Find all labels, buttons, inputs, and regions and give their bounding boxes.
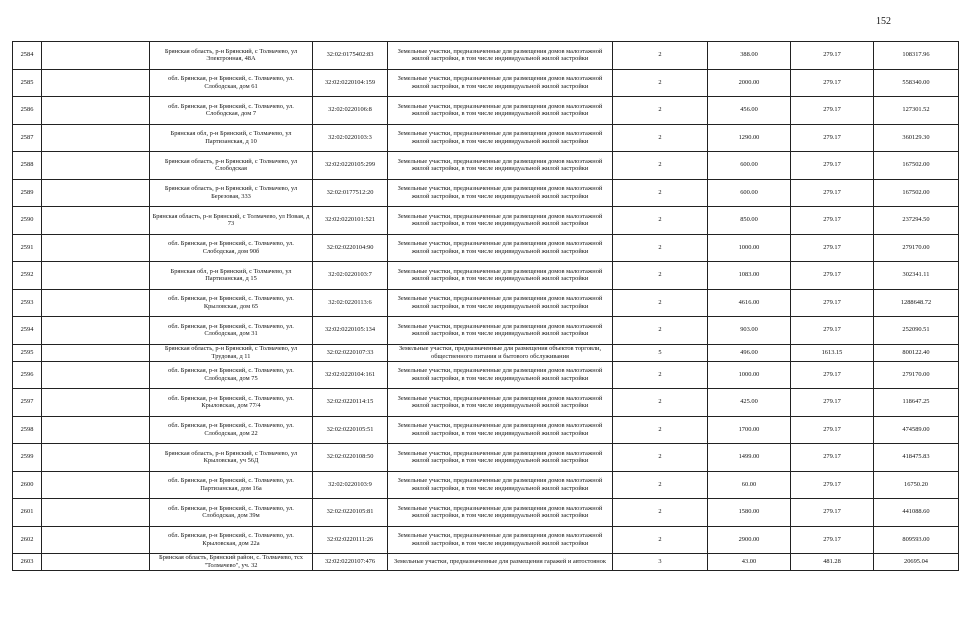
cadastral-number-cell: 32:02:0220105:51 bbox=[313, 416, 388, 444]
cadastral-value-cell: 418475.83 bbox=[874, 444, 959, 472]
specific-value-cell: 279.17 bbox=[791, 416, 874, 444]
use-group-cell: 2 bbox=[613, 234, 708, 262]
table-row bbox=[13, 526, 959, 554]
blank-cell bbox=[42, 361, 150, 389]
address-cell: Брянская область, р-н Брянский, с Толмачево, ул Крыловская, уч 56Д bbox=[150, 444, 313, 472]
address-cell: обл. Брянская, р-н Брянский, с. Толмачево, ул. Слободская, дом 39м bbox=[150, 499, 313, 527]
table-row bbox=[13, 42, 959, 70]
address-cell: обл. Брянская, р-н Брянский, с. Толмачево, ул. Крыловская, дом 77/4 bbox=[150, 389, 313, 417]
address-cell: обл. Брянская, р-н Брянский, с. Толмачево, ул. Партизанская, дом 16а bbox=[150, 471, 313, 499]
row-number-cell: 2585 bbox=[13, 69, 42, 97]
land-use-cell: Земельные участки, предназначенные для размещения домов малоэтажной жилой застройки, в том числе индивидуальной жилой застройки bbox=[388, 124, 613, 152]
specific-value-cell: 279.17 bbox=[791, 526, 874, 554]
row-number-cell: 2603 bbox=[13, 554, 42, 571]
use-group-cell: 2 bbox=[613, 97, 708, 125]
cadastral-number-cell: 32:02:0220105:299 bbox=[313, 152, 388, 180]
address-cell: обл. Брянская, р-н Брянский, с. Толмачево, ул. Слободская, дом 75 bbox=[150, 361, 313, 389]
use-group-cell: 2 bbox=[613, 289, 708, 317]
cadastral-number-cell: 32:02:0220114:15 bbox=[313, 389, 388, 417]
specific-value-cell: 279.17 bbox=[791, 234, 874, 262]
use-group-cell: 2 bbox=[613, 499, 708, 527]
land-use-cell: Земельные участки, предназначенные для размещения домов малоэтажной жилой застройки, в том числе индивидуальной жилой застройки bbox=[388, 317, 613, 345]
land-use-cell: Земельные участки, предназначенные для размещения домов малоэтажной жилой застройки, в том числе индивидуальной жилой застройки bbox=[388, 471, 613, 499]
cadastral-value-cell: 127301.52 bbox=[874, 97, 959, 125]
cadastral-number-cell: 32:02:0220105:134 bbox=[313, 317, 388, 345]
use-group-cell: 3 bbox=[613, 554, 708, 571]
area-cell: 903.00 bbox=[708, 317, 791, 345]
land-use-cell: Земельные участки, предназначенные для размещения гаражей и автостоянок bbox=[388, 554, 613, 571]
row-number-cell: 2597 bbox=[13, 389, 42, 417]
specific-value-cell: 279.17 bbox=[791, 42, 874, 70]
page-number: 152 bbox=[876, 16, 891, 27]
blank-cell bbox=[42, 262, 150, 290]
address-cell: обл. Брянская, р-н Брянский, с. Толмачево, ул. Слободская, дом 31 bbox=[150, 317, 313, 345]
use-group-cell: 2 bbox=[613, 416, 708, 444]
specific-value-cell: 279.17 bbox=[791, 152, 874, 180]
area-cell: 600.00 bbox=[708, 152, 791, 180]
specific-value-cell: 1613.15 bbox=[791, 344, 874, 361]
cadastral-value-cell: 1288648.72 bbox=[874, 289, 959, 317]
blank-cell bbox=[42, 471, 150, 499]
cadastral-number-cell: 32:02:0220107:33 bbox=[313, 344, 388, 361]
row-number-cell: 2595 bbox=[13, 344, 42, 361]
land-use-cell: Земельные участки, предназначенные для размещения домов малоэтажной жилой застройки, в том числе индивидуальной жилой застройки bbox=[388, 152, 613, 180]
address-cell: Брянская обл, р-н Брянский, с Толмачево, ул Партизанская, д 10 bbox=[150, 124, 313, 152]
specific-value-cell: 279.17 bbox=[791, 179, 874, 207]
cadastral-number-cell: 32:02:0220108:50 bbox=[313, 444, 388, 472]
cadastral-value-cell: 558340.00 bbox=[874, 69, 959, 97]
use-group-cell: 2 bbox=[613, 444, 708, 472]
use-group-cell: 2 bbox=[613, 317, 708, 345]
cadastral-value-cell: 16750.20 bbox=[874, 471, 959, 499]
table-row bbox=[13, 317, 959, 345]
table-row bbox=[13, 389, 959, 417]
cadastral-value-cell: 20695.04 bbox=[874, 554, 959, 571]
table-row bbox=[13, 262, 959, 290]
specific-value-cell: 279.17 bbox=[791, 444, 874, 472]
row-number-cell: 2601 bbox=[13, 499, 42, 527]
row-number-cell: 2584 bbox=[13, 42, 42, 70]
cadastral-number-cell: 32:02:0220104:159 bbox=[313, 69, 388, 97]
cadastral-number-cell: 32:02:0220104:161 bbox=[313, 361, 388, 389]
land-use-cell: Земельные участки, предназначенные для размещения домов малоэтажной жилой застройки, в том числе индивидуальной жилой застройки bbox=[388, 526, 613, 554]
cadastral-number-cell: 32:02:0220105:81 bbox=[313, 499, 388, 527]
row-number-cell: 2589 bbox=[13, 179, 42, 207]
use-group-cell: 2 bbox=[613, 69, 708, 97]
specific-value-cell: 279.17 bbox=[791, 207, 874, 235]
cadastral-value-cell: 118647.25 bbox=[874, 389, 959, 417]
blank-cell bbox=[42, 124, 150, 152]
blank-cell bbox=[42, 526, 150, 554]
specific-value-cell: 279.17 bbox=[791, 361, 874, 389]
blank-cell bbox=[42, 179, 150, 207]
blank-cell bbox=[42, 344, 150, 361]
area-cell: 1290.00 bbox=[708, 124, 791, 152]
address-cell: обл. Брянская, р-н Брянский, с. Толмачево, ул. Слободская, дом 61 bbox=[150, 69, 313, 97]
cadastral-number-cell: 32:02:0220111:26 bbox=[313, 526, 388, 554]
row-number-cell: 2593 bbox=[13, 289, 42, 317]
cadastral-value-cell: 474589.00 bbox=[874, 416, 959, 444]
area-cell: 496.00 bbox=[708, 344, 791, 361]
use-group-cell: 2 bbox=[613, 262, 708, 290]
specific-value-cell: 279.17 bbox=[791, 471, 874, 499]
land-use-cell: Земельные участки, предназначенные для размещения домов малоэтажной жилой застройки, в том числе индивидуальной жилой застройки bbox=[388, 262, 613, 290]
table-row bbox=[13, 124, 959, 152]
cadastral-number-cell: 32:02:0220103:7 bbox=[313, 262, 388, 290]
area-cell: 600.00 bbox=[708, 179, 791, 207]
specific-value-cell: 279.17 bbox=[791, 499, 874, 527]
use-group-cell: 2 bbox=[613, 471, 708, 499]
blank-cell bbox=[42, 499, 150, 527]
table-row bbox=[13, 152, 959, 180]
row-number-cell: 2591 bbox=[13, 234, 42, 262]
address-cell: Брянская область, р-н Брянский, с Толмачево, ул Новая, д 73 bbox=[150, 207, 313, 235]
table-row bbox=[13, 471, 959, 499]
row-number-cell: 2590 bbox=[13, 207, 42, 235]
specific-value-cell: 279.17 bbox=[791, 317, 874, 345]
land-use-cell: Земельные участки, предназначенные для размещения домов малоэтажной жилой застройки, в том числе индивидуальной жилой застройки bbox=[388, 69, 613, 97]
address-cell: обл. Брянская, р-н Брянский, с. Толмачево, ул. Крыловская, дом 22а bbox=[150, 526, 313, 554]
specific-value-cell: 279.17 bbox=[791, 389, 874, 417]
area-cell: 2000.00 bbox=[708, 69, 791, 97]
area-cell: 850.00 bbox=[708, 207, 791, 235]
specific-value-cell: 481.28 bbox=[791, 554, 874, 571]
address-cell: обл. Брянская, р-н Брянский, с. Толмачево, ул. Слободская, дом 7 bbox=[150, 97, 313, 125]
address-cell: Брянская область, Брянский район, с. Толмачево, тсх "Толмачево", уч. 32 bbox=[150, 554, 313, 571]
land-use-cell: Земельные участки, предназначенные для размещения домов малоэтажной жилой застройки, в том числе индивидуальной жилой застройки bbox=[388, 361, 613, 389]
cadastral-number-cell: 32:02:0220103:9 bbox=[313, 471, 388, 499]
specific-value-cell: 279.17 bbox=[791, 289, 874, 317]
blank-cell bbox=[42, 207, 150, 235]
blank-cell bbox=[42, 289, 150, 317]
table-row bbox=[13, 97, 959, 125]
cadastral-number-cell: 32:02:0177512:20 bbox=[313, 179, 388, 207]
cadastral-value-cell: 441088.60 bbox=[874, 499, 959, 527]
cadastral-number-cell: 32:02:0220107:476 bbox=[313, 554, 388, 571]
table-row bbox=[13, 554, 959, 571]
table-row bbox=[13, 499, 959, 527]
use-group-cell: 2 bbox=[613, 124, 708, 152]
row-number-cell: 2596 bbox=[13, 361, 42, 389]
cadastral-number-cell: 32:02:0220104:90 bbox=[313, 234, 388, 262]
cadastral-value-cell: 360129.30 bbox=[874, 124, 959, 152]
area-cell: 1083.00 bbox=[708, 262, 791, 290]
use-group-cell: 2 bbox=[613, 526, 708, 554]
cadastral-number-cell: 32:02:0175402:83 bbox=[313, 42, 388, 70]
row-number-cell: 2594 bbox=[13, 317, 42, 345]
table-row bbox=[13, 344, 959, 361]
blank-cell bbox=[42, 69, 150, 97]
address-cell: Брянская область, р-н Брянский, с Толмачево, ул Березовая, 333 bbox=[150, 179, 313, 207]
land-use-cell: Земельные участки, предназначенные для размещения домов малоэтажной жилой застройки, в том числе индивидуальной жилой застройки bbox=[388, 416, 613, 444]
address-cell: Брянская область, р-н Брянский, с Толмачево, ул Трудовая, д 11 bbox=[150, 344, 313, 361]
blank-cell bbox=[42, 152, 150, 180]
land-use-cell: Земельные участки, предназначенные для размещения домов малоэтажной жилой застройки, в том числе индивидуальной жилой застройки bbox=[388, 444, 613, 472]
use-group-cell: 2 bbox=[613, 207, 708, 235]
table-row bbox=[13, 444, 959, 472]
cadastral-value-cell: 279170.00 bbox=[874, 361, 959, 389]
blank-cell bbox=[42, 234, 150, 262]
use-group-cell: 2 bbox=[613, 152, 708, 180]
land-use-cell: Земельные участки, предназначенные для размещения домов малоэтажной жилой застройки, в том числе индивидуальной жилой застройки bbox=[388, 97, 613, 125]
blank-cell bbox=[42, 554, 150, 571]
land-registry-table bbox=[12, 41, 959, 571]
row-number-cell: 2592 bbox=[13, 262, 42, 290]
area-cell: 60.00 bbox=[708, 471, 791, 499]
land-use-cell: Земельные участки, предназначенные для размещения домов малоэтажной жилой застройки, в том числе индивидуальной жилой застройки bbox=[388, 389, 613, 417]
land-use-cell: Земельные участки, предназначенные для размещения домов малоэтажной жилой застройки, в том числе индивидуальной жилой застройки bbox=[388, 499, 613, 527]
table-row bbox=[13, 179, 959, 207]
row-number-cell: 2599 bbox=[13, 444, 42, 472]
address-cell: обл. Брянская, р-н Брянский, с. Толмачево, ул. Слободская, дом 90б bbox=[150, 234, 313, 262]
address-cell: Брянская область, р-н Брянский, с Толмачево, ул Электронная, 48А bbox=[150, 42, 313, 70]
cadastral-value-cell: 108317.96 bbox=[874, 42, 959, 70]
area-cell: 2900.00 bbox=[708, 526, 791, 554]
blank-cell bbox=[42, 317, 150, 345]
table-row bbox=[13, 207, 959, 235]
cadastral-number-cell: 32:02:0220106:8 bbox=[313, 97, 388, 125]
area-cell: 456.00 bbox=[708, 97, 791, 125]
blank-cell bbox=[42, 389, 150, 417]
cadastral-value-cell: 809593.00 bbox=[874, 526, 959, 554]
address-cell: обл. Брянская, р-н Брянский, с. Толмачево, ул. Крыловская, дом 65 bbox=[150, 289, 313, 317]
land-use-cell: Земельные участки, предназначенные для размещения домов малоэтажной жилой застройки, в том числе индивидуальной жилой застройки bbox=[388, 234, 613, 262]
area-cell: 1700.00 bbox=[708, 416, 791, 444]
specific-value-cell: 279.17 bbox=[791, 69, 874, 97]
land-use-cell: Земельные участки, предназначенные для размещения домов малоэтажной жилой застройки, в том числе индивидуальной жилой застройки bbox=[388, 289, 613, 317]
table-row bbox=[13, 234, 959, 262]
area-cell: 43.00 bbox=[708, 554, 791, 571]
use-group-cell: 2 bbox=[613, 42, 708, 70]
row-number-cell: 2602 bbox=[13, 526, 42, 554]
area-cell: 1000.00 bbox=[708, 361, 791, 389]
specific-value-cell: 279.17 bbox=[791, 97, 874, 125]
land-use-cell: Земельные участки, предназначенные для размещения домов малоэтажной жилой застройки, в том числе индивидуальной жилой застройки bbox=[388, 207, 613, 235]
cadastral-number-cell: 32:02:0220103:3 bbox=[313, 124, 388, 152]
row-number-cell: 2586 bbox=[13, 97, 42, 125]
area-cell: 1499.00 bbox=[708, 444, 791, 472]
use-group-cell: 2 bbox=[613, 179, 708, 207]
area-cell: 4616.00 bbox=[708, 289, 791, 317]
land-use-cell: Земельные участки, предназначенные для размещения объектов торговли, общественного питания и бытового обслуживания bbox=[388, 344, 613, 361]
row-number-cell: 2598 bbox=[13, 416, 42, 444]
blank-cell bbox=[42, 444, 150, 472]
cadastral-value-cell: 237294.50 bbox=[874, 207, 959, 235]
blank-cell bbox=[42, 416, 150, 444]
land-use-cell: Земельные участки, предназначенные для размещения домов малоэтажной жилой застройки, в том числе индивидуальной жилой застройки bbox=[388, 179, 613, 207]
specific-value-cell: 279.17 bbox=[791, 262, 874, 290]
blank-cell bbox=[42, 42, 150, 70]
row-number-cell: 2600 bbox=[13, 471, 42, 499]
cadastral-value-cell: 800122.40 bbox=[874, 344, 959, 361]
use-group-cell: 2 bbox=[613, 389, 708, 417]
cadastral-value-cell: 302341.11 bbox=[874, 262, 959, 290]
row-number-cell: 2588 bbox=[13, 152, 42, 180]
use-group-cell: 2 bbox=[613, 361, 708, 389]
area-cell: 1580.00 bbox=[708, 499, 791, 527]
table-row bbox=[13, 416, 959, 444]
table-row bbox=[13, 69, 959, 97]
registry-table-body bbox=[13, 42, 959, 571]
area-cell: 1000.00 bbox=[708, 234, 791, 262]
cadastral-number-cell: 32:02:0220113:6 bbox=[313, 289, 388, 317]
specific-value-cell: 279.17 bbox=[791, 124, 874, 152]
cadastral-value-cell: 167502.00 bbox=[874, 152, 959, 180]
land-use-cell: Земельные участки, предназначенные для размещения домов малоэтажной жилой застройки, в том числе индивидуальной жилой застройки bbox=[388, 42, 613, 70]
area-cell: 388.00 bbox=[708, 42, 791, 70]
address-cell: обл. Брянская, р-н Брянский, с. Толмачево, ул. Слободская, дом 22 bbox=[150, 416, 313, 444]
row-number-cell: 2587 bbox=[13, 124, 42, 152]
cadastral-value-cell: 252090.51 bbox=[874, 317, 959, 345]
address-cell: Брянская область, р-н Брянский, с Толмачево, ул Слободская bbox=[150, 152, 313, 180]
cadastral-value-cell: 279170.00 bbox=[874, 234, 959, 262]
table-row bbox=[13, 361, 959, 389]
table-row bbox=[13, 289, 959, 317]
address-cell: Брянская обл, р-н Брянский, с Толмачево, ул Партизанская, д 15 bbox=[150, 262, 313, 290]
use-group-cell: 5 bbox=[613, 344, 708, 361]
area-cell: 425.00 bbox=[708, 389, 791, 417]
cadastral-value-cell: 167502.00 bbox=[874, 179, 959, 207]
cadastral-number-cell: 32:02:0220101:521 bbox=[313, 207, 388, 235]
blank-cell bbox=[42, 97, 150, 125]
